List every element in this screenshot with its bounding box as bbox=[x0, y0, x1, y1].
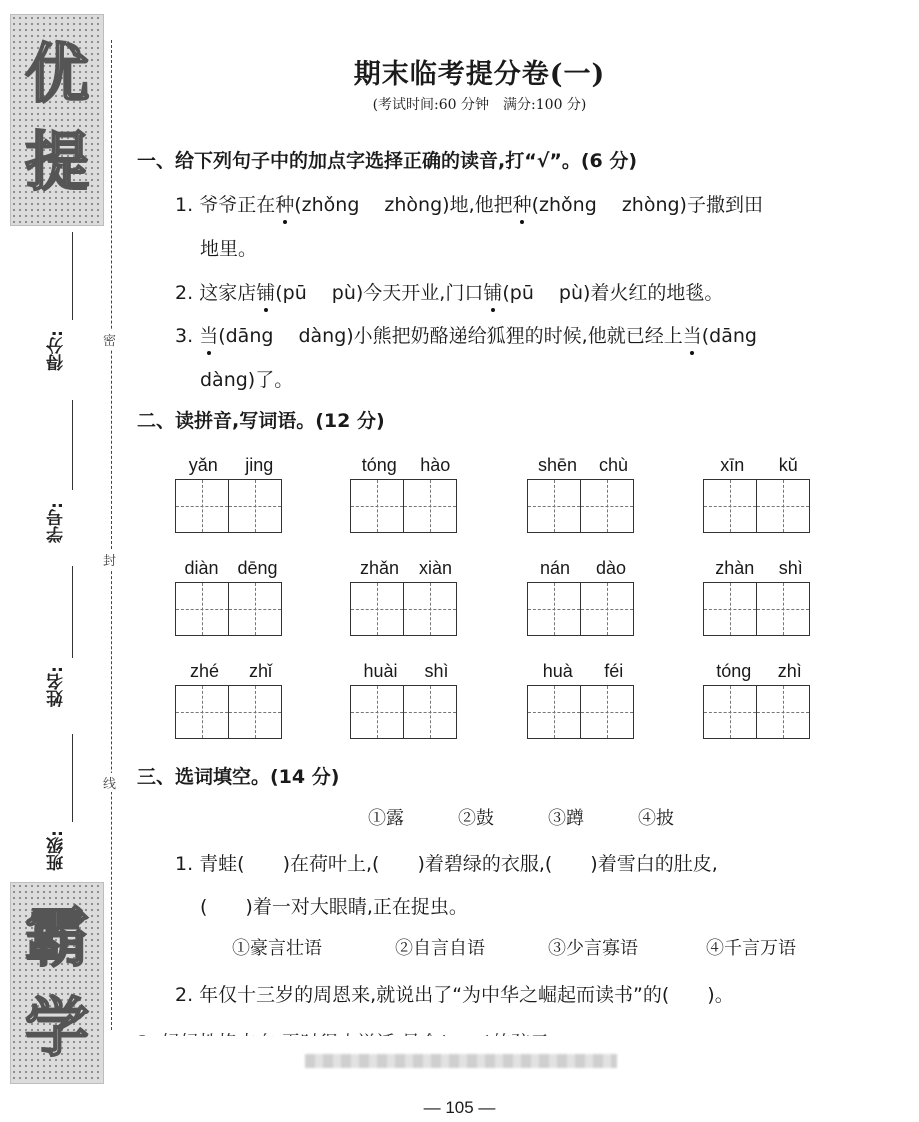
writing-cell[interactable] bbox=[228, 685, 282, 739]
writing-grid bbox=[350, 582, 455, 636]
writing-cell[interactable] bbox=[350, 685, 404, 739]
pinyin-syllable: yǎn bbox=[188, 455, 218, 475]
pinyin-syllable: shēn bbox=[537, 455, 578, 475]
options-row-1 bbox=[368, 804, 674, 830]
q2-dotted-char-1: 铺 bbox=[256, 278, 275, 305]
q2-line bbox=[175, 278, 723, 305]
seal-line bbox=[111, 40, 112, 1030]
writing-cell[interactable] bbox=[228, 479, 282, 533]
q3-text-b: (dāng dàng)小熊把奶酪递给狐狸的时候,他就已经上 bbox=[218, 325, 683, 347]
side-char-ti: 提 bbox=[25, 125, 89, 200]
q3-dotted-char-2: 当 bbox=[683, 321, 702, 348]
pinyin-syllable: huài bbox=[363, 661, 398, 681]
pinyin-label bbox=[527, 661, 639, 682]
pinyin-syllable: zhǐ bbox=[248, 661, 272, 681]
writing-grid bbox=[703, 582, 808, 636]
pinyin-syllable: féi bbox=[604, 661, 624, 681]
q2-text-b: (pū pù)今天开业,门口 bbox=[275, 282, 484, 304]
q3-line2: dàng)了。 bbox=[200, 369, 294, 391]
writing-cell[interactable] bbox=[175, 479, 229, 533]
writing-cell[interactable] bbox=[703, 685, 757, 739]
q1-text-b: (zhǒng zhòng)地,他把 bbox=[294, 194, 513, 216]
pinyin-label bbox=[527, 455, 639, 476]
s3-q2-line: 2. 年仅十三岁的周恩来,就说出了“为中华之崛起而读书”的( )。 bbox=[175, 984, 734, 1006]
student-id-label: 学号: bbox=[47, 502, 67, 543]
pinyin-syllable: zhì bbox=[777, 661, 802, 681]
q2-num: 2. bbox=[175, 282, 194, 304]
option-2: ②鼓 bbox=[458, 808, 494, 829]
writing-cell[interactable] bbox=[403, 479, 457, 533]
page-title: 期末临考提分卷(一) bbox=[353, 59, 606, 90]
pinyin-syllable: tóng bbox=[361, 455, 397, 475]
q1-text-a: 爷爷正在 bbox=[199, 194, 276, 216]
writing-cell[interactable] bbox=[756, 479, 810, 533]
option-1: ①露 bbox=[368, 808, 404, 829]
field-line bbox=[72, 734, 73, 822]
pinyin-syllable: zhé bbox=[189, 661, 220, 681]
q1-text-c: (zhǒng zhòng)子撒到田 bbox=[531, 194, 763, 216]
pinyin-label bbox=[350, 455, 462, 476]
side-char-ba: 霸 bbox=[25, 901, 89, 976]
writing-cell[interactable] bbox=[580, 479, 634, 533]
options-row-2 bbox=[232, 934, 796, 960]
writing-grid bbox=[350, 479, 455, 533]
q2-text-a: 这家店 bbox=[199, 282, 257, 304]
s3-q1-line2: ( )着一对大眼睛,正在捉虫。 bbox=[200, 896, 468, 918]
writing-cell[interactable] bbox=[580, 685, 634, 739]
writing-cell[interactable] bbox=[350, 479, 404, 533]
writing-cell[interactable] bbox=[703, 479, 757, 533]
writing-cell[interactable] bbox=[756, 685, 810, 739]
writing-cell[interactable] bbox=[403, 582, 457, 636]
pinyin-syllable: kǔ bbox=[778, 455, 798, 475]
q2-dotted-char-2: 铺 bbox=[483, 278, 502, 305]
blurred-watermark bbox=[305, 1054, 617, 1068]
pinyin-label bbox=[703, 558, 815, 579]
q1-line1 bbox=[175, 190, 763, 217]
s3-q1-line1: 1. 青蛙( )在荷叶上,( )着碧绿的衣服,( )着雪白的肚皮, bbox=[175, 853, 718, 875]
writing-cell[interactable] bbox=[228, 582, 282, 636]
seal-char-feng: 封 bbox=[103, 550, 116, 569]
section3-heading: 三、选词填空。(14 分) bbox=[137, 766, 340, 788]
q1-line2: 地里。 bbox=[200, 238, 258, 260]
seal-char-xian: 线 bbox=[103, 773, 116, 792]
pinyin-syllable: diàn bbox=[184, 558, 219, 578]
pinyin-syllable: shì bbox=[778, 558, 803, 578]
q1-num: 1. bbox=[175, 194, 194, 216]
option2-3: ③少言寡语 bbox=[548, 938, 638, 959]
pinyin-syllable: shì bbox=[424, 661, 449, 681]
pinyin-syllable: chù bbox=[598, 455, 628, 475]
writing-cell[interactable] bbox=[527, 582, 581, 636]
pinyin-syllable: nán bbox=[539, 558, 571, 578]
writing-cell[interactable] bbox=[175, 685, 229, 739]
writing-grid bbox=[350, 685, 455, 739]
writing-grid bbox=[703, 479, 808, 533]
field-line bbox=[72, 566, 73, 658]
pinyin-syllable: zhǎn bbox=[359, 558, 400, 578]
writing-grid bbox=[703, 685, 808, 739]
section1-heading: 一、给下列句子中的加点字选择正确的读音,打“√”。(6 分) bbox=[137, 150, 638, 172]
pinyin-label bbox=[350, 661, 462, 682]
pinyin-label bbox=[175, 558, 287, 579]
side-banner-top bbox=[10, 14, 104, 226]
writing-grid bbox=[175, 685, 280, 739]
pinyin-syllable: jing bbox=[245, 455, 274, 475]
q1-dotted-char-1: 种 bbox=[275, 190, 294, 217]
writing-grid bbox=[527, 582, 632, 636]
writing-grid bbox=[175, 582, 280, 636]
seal-char-mi: 密 bbox=[103, 330, 116, 349]
writing-grid bbox=[527, 479, 632, 533]
writing-cell[interactable] bbox=[403, 685, 457, 739]
pinyin-syllable: zhàn bbox=[715, 558, 755, 578]
pinyin-syllable: tóng bbox=[716, 661, 752, 681]
writing-cell[interactable] bbox=[580, 582, 634, 636]
field-line bbox=[72, 400, 73, 490]
field-line bbox=[72, 232, 73, 320]
writing-cell[interactable] bbox=[527, 685, 581, 739]
pinyin-label bbox=[350, 558, 462, 579]
page-subtitle: (考试时间:60 分钟 满分:100 分) bbox=[372, 97, 587, 113]
pinyin-syllable: xīn bbox=[720, 455, 745, 475]
q3-num: 3. bbox=[175, 325, 194, 347]
pinyin-label bbox=[703, 455, 815, 476]
class-label: 班级: bbox=[47, 830, 67, 871]
pinyin-syllable: huà bbox=[542, 661, 573, 681]
pinyin-syllable: dēng bbox=[237, 558, 278, 578]
pinyin-label bbox=[703, 661, 815, 682]
pinyin-label bbox=[175, 661, 287, 682]
pinyin-syllable: xiàn bbox=[418, 558, 452, 578]
option2-4: ④千言万语 bbox=[706, 938, 796, 959]
name-label: 姓名: bbox=[47, 666, 67, 707]
writing-cell[interactable] bbox=[350, 582, 404, 636]
writing-cell[interactable] bbox=[175, 582, 229, 636]
q2-text-c: (pū pù)着火红的地毯。 bbox=[502, 282, 724, 304]
side-char-xue: 学 bbox=[25, 991, 89, 1066]
q3-text-c: (dāng bbox=[701, 325, 757, 347]
writing-cell[interactable] bbox=[756, 582, 810, 636]
score-label: 得分: bbox=[47, 330, 67, 371]
writing-grid bbox=[527, 685, 632, 739]
q3-dotted-char-1: 当 bbox=[199, 321, 218, 348]
side-banner-bottom bbox=[10, 882, 104, 1084]
side-char-you: 优 bbox=[25, 37, 89, 112]
pinyin-label bbox=[527, 558, 639, 579]
writing-grid bbox=[175, 479, 280, 533]
q1-dotted-char-2: 种 bbox=[513, 190, 532, 217]
writing-cell[interactable] bbox=[527, 479, 581, 533]
option2-2: ②自言自语 bbox=[395, 938, 485, 959]
option-4: ④披 bbox=[638, 808, 674, 829]
section2-heading: 二、读拼音,写词语。(12 分) bbox=[137, 410, 385, 432]
pinyin-syllable: dào bbox=[595, 558, 627, 578]
page-number: — 105 — bbox=[423, 1098, 496, 1117]
option-3: ③蹲 bbox=[548, 808, 584, 829]
writing-cell[interactable] bbox=[703, 582, 757, 636]
pinyin-label bbox=[175, 455, 287, 476]
q3-line1 bbox=[175, 321, 757, 348]
option2-1: ①豪言壮语 bbox=[232, 938, 322, 959]
pinyin-syllable: hào bbox=[420, 455, 451, 475]
